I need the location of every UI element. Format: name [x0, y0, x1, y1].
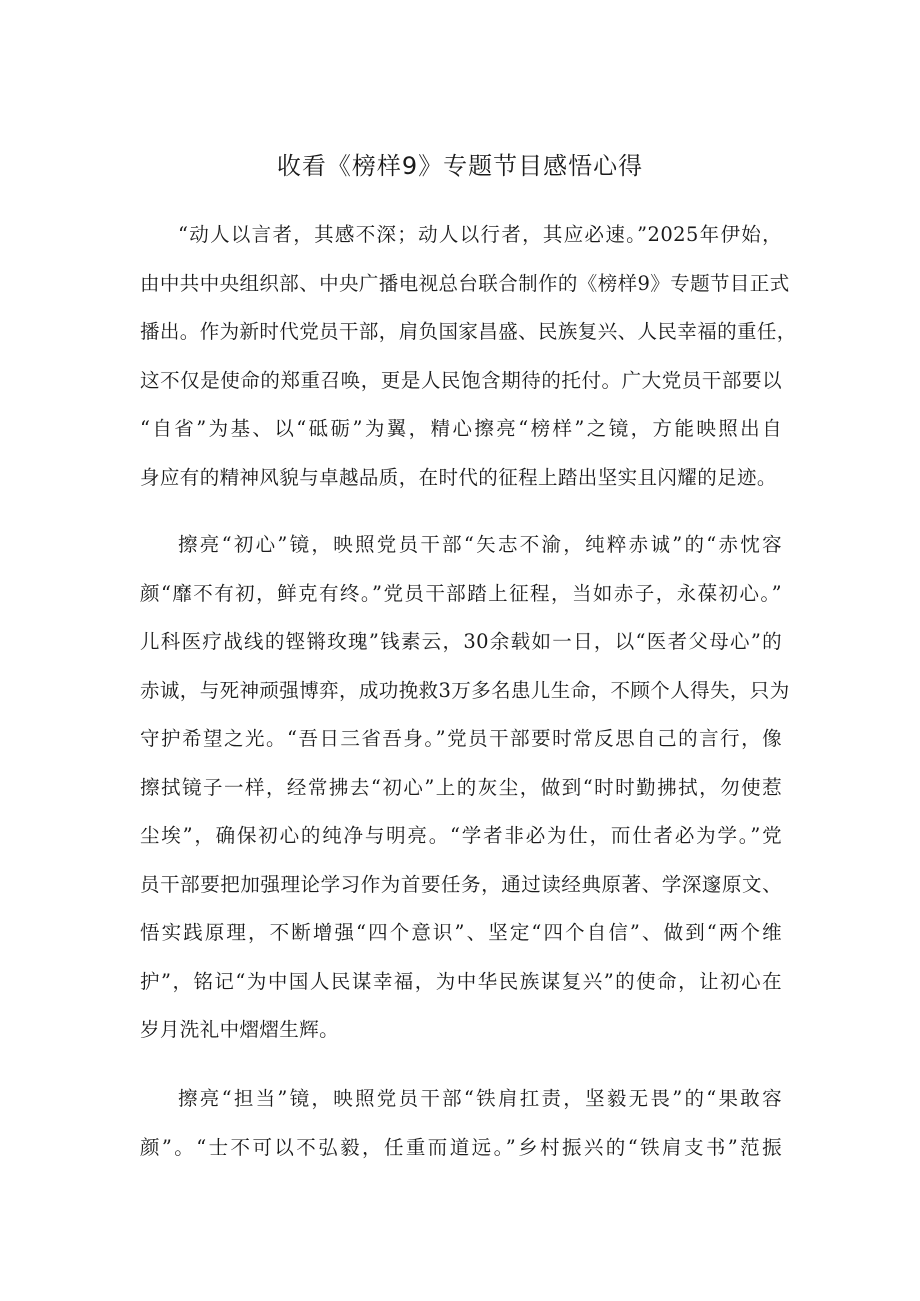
text-line: 儿科医疗战线的铿锵玫瑰”钱素云，30余载如一日，以“医者父母心”的 [140, 630, 782, 653]
text-line: 擦亮“初心”镜，映照党员干部“矢志不渝，纯粹赤诚”的“赤忱容 [178, 533, 782, 556]
paragraph-original-aspiration [140, 521, 790, 1055]
text-line: 播出。作为新时代党员干部，肩负国家昌盛、民族复兴、人民幸福的重任， [140, 320, 797, 343]
text-line: 颜“靡不有初，鲜克有终。”党员干部踏上征程，当如赤子，永葆初心。” [140, 581, 782, 605]
text-line: 擦亮“担当”镜，映照党员干部“铁肩扛责，坚毅无畏”的“果敢容 [178, 1087, 782, 1110]
text-line: 员干部要把加强理论学习作为首要任务，通过读经典原著、学深邃原文、 [140, 872, 782, 896]
text-line: 由中共中央组织部、中央广播电视总台联合制作的《榜样9》专题节目正式 [140, 271, 790, 295]
text-line: 身应有的精神风貌与卓越品质，在时代的征程上踏出坚实且闪耀的足迹。 [140, 465, 777, 489]
text-line: 这不仅是使命的郑重召唤，更是人民饱含期待的托付。广大党员干部要以 [140, 368, 782, 392]
text-line: 守护希望之光。“吾日三省吾身。”党员干部要时常反思自己的言行，像 [140, 727, 782, 750]
text-line: 悟实践原理，不断增强“四个意识”、坚定“四个自信”、做到“两个维 [140, 921, 782, 944]
text-line: 擦拭镜子一样，经常拂去“初心”上的灰尘，做到“时时勤拂拭，勿使惹 [140, 775, 782, 799]
text-line: “自省”为基、以“砥砺”为翼，精心擦亮“榜样”之镜，方能映照出自 [140, 417, 782, 440]
text-line: 尘埃”，确保初心的纯净与明亮。“学者非必为仕，而仕者必为学。”党 [140, 824, 782, 847]
text-line: “动人以言者，其感不深；动人以行者，其应必速。”2025年伊始， [178, 223, 782, 246]
paragraph-responsibility [140, 1075, 782, 1172]
paragraph-intro [140, 211, 797, 502]
document-title: 收看《榜样9》专题节目感悟心得 [276, 152, 644, 180]
text-line: 赤诚，与死神顽强博弈，成功挽救3万多名患儿生命，不顾个人得失，只为 [140, 678, 790, 702]
text-line: 岁月洗礼中熠熠生辉。 [140, 1018, 340, 1041]
text-line: 护”，铭记“为中国人民谋幸福，为中华民族谋复兴”的使命，让初心在 [140, 969, 782, 993]
text-line: 颜”。“士不可以不弘毅，任重而道远。”乡村振兴的“铁肩支书”范振 [140, 1135, 782, 1159]
